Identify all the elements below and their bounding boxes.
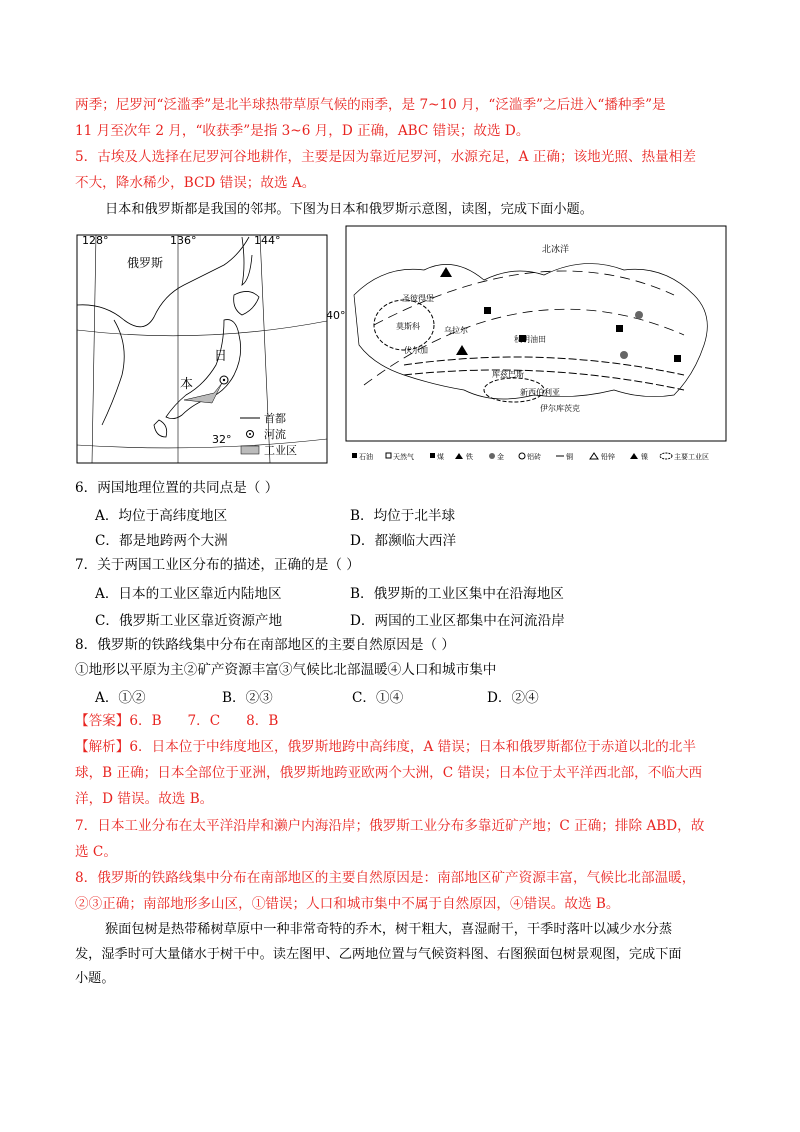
- japan-char-2: 本: [180, 377, 194, 392]
- q8-sub: ①地形以平原为主②矿产资源丰富③气候比北部温暖④人口和城市集中: [75, 662, 497, 678]
- q8-option-c: C．①④: [352, 690, 404, 706]
- q7-option-d: D．两国的工业区都集中在河流沿岸: [350, 613, 565, 629]
- lon-label-144: 144°: [254, 234, 281, 247]
- legend-copper: 铜: [566, 453, 573, 461]
- answer-text: 6．B 7．C 8．B: [129, 713, 279, 729]
- intro-line-4: 不大，降水稀少，BCD 错误；故选 A。: [75, 175, 316, 191]
- analysis-line-3: 洋，D 错误。故选 B。: [75, 791, 214, 807]
- q8-option-a: A．①②: [95, 690, 146, 706]
- q8-option-d: D．②④: [487, 690, 539, 706]
- ocean-label: 北冰洋: [542, 245, 570, 255]
- legend-coal: 煤: [437, 453, 444, 461]
- q7-option-a: A．日本的工业区靠近内陆地区: [95, 586, 282, 602]
- japan-char-1: 日: [214, 349, 228, 364]
- next-stem-line-1: 猴面包树是热带稀树草原中一种非常奇特的乔木，树干粗大，喜湿耐干，干季时落叶以减少水分蒸: [105, 922, 673, 937]
- q7-option-b: B．俄罗斯的工业区集中在沿海地区: [350, 586, 564, 602]
- q6-stem: 6．两国地理位置的共同点是（ ）: [75, 480, 279, 496]
- q6-option-b: B．均位于北半球: [350, 508, 456, 524]
- q6-option-a: A．均位于高纬度地区: [95, 508, 228, 524]
- analysis-line-4: 7．日本工业分布在太平洋沿岸和濑户内海沿岸；俄罗斯工业分布多靠近矿产地；C 正确；排除 ABD，故: [75, 818, 705, 834]
- place-tyumen: 秋明油田: [514, 335, 546, 344]
- q7-stem: 7．关于两国工业区分布的描述，正确的是（ ）: [75, 557, 360, 573]
- answer-line: [75, 712, 278, 730]
- legend-industry-zone: 主要工业区: [674, 453, 709, 461]
- lon-label-128: 128°: [82, 234, 109, 247]
- q8-stem: 8．俄罗斯的铁路线集中分布在南部地区的主要自然原因是（ ）: [75, 637, 455, 653]
- q8-option-b: B．②③: [222, 690, 273, 706]
- place-stpetersburg: 圣彼得堡: [402, 294, 434, 303]
- place-kuzbass: 库兹巴斯: [492, 370, 524, 379]
- analysis-tag: 【解析】: [75, 739, 130, 755]
- intro-line-3: 5．古埃及人选择在尼罗河谷地耕作，主要是因为靠近尼罗河，水源充足，A 正确；该地光照、热量相差: [75, 149, 696, 165]
- place-ural: 乌拉尔: [444, 326, 468, 335]
- lon-label-136: 136°: [170, 234, 197, 247]
- japan-map: [74, 225, 330, 465]
- russia-label: 俄罗斯: [127, 256, 164, 270]
- analysis-line-2: 球，B 正确；日本全部位于亚洲，俄罗斯地跨亚欧两个大洲，C 错误；日本位于太平洋西北部，不临大西: [75, 765, 703, 781]
- legend-iron: 铁: [466, 453, 473, 461]
- legend-oil: 石油: [359, 453, 373, 461]
- intro-line-2: 11 月至次年 2 月，“收获季”是指 3~6 月，D 正确，ABC 错误；故选 D。: [75, 123, 530, 139]
- intro-line-1: 两季；尼罗河“泛滥季”是北半球热带草原气候的雨季，是 7~10 月，“泛滥季”之后进入“播种季”是: [75, 97, 666, 113]
- legend-lead-zinc: 铅锌: [601, 453, 615, 461]
- analysis-text-1: 6．日本位于中纬度地区，俄罗斯地跨中高纬度，A 错误；日本和俄罗斯都位于赤道以北的北半: [129, 739, 696, 755]
- legend-capital: 首都: [264, 412, 286, 425]
- legend-nickel: 镍: [641, 453, 648, 461]
- place-moscow: 莫斯科: [396, 322, 420, 331]
- q7-option-c: C．俄罗斯工业区靠近资源产地: [95, 613, 283, 629]
- place-volga: 伏尔加: [404, 346, 428, 355]
- q6-option-c: C．都是地跨两个大洲: [95, 533, 228, 549]
- answer-tag: 【答案】: [75, 713, 130, 729]
- legend-gold: 金: [497, 453, 504, 461]
- lat-label-40: 40°: [326, 309, 346, 322]
- next-stem-line-3: 小题。: [75, 971, 115, 986]
- question-stem: 日本和俄罗斯都是我国的邻邦。下图为日本和俄罗斯示意图，读图，完成下面小题。: [105, 202, 593, 217]
- analysis-line-5: 选 C。: [75, 844, 117, 860]
- legend-river: 河流: [264, 428, 286, 441]
- q6-option-d: D．都濒临大西洋: [350, 533, 457, 549]
- legend-gas: 天然气: [393, 453, 414, 461]
- russia-map: [344, 225, 728, 467]
- legend-industry: 工业区: [264, 444, 297, 457]
- legend-alumina: 铝砖: [527, 453, 541, 461]
- place-novosibirsk: 新西伯利亚: [520, 388, 560, 397]
- place-irkutsk: 伊尔库茨克: [540, 404, 580, 413]
- analysis-line-1: [75, 738, 696, 756]
- analysis-line-7: ②③正确；南部地形多山区，①错误；人口和城市集中不属于自然原因，④错误。故选 B。: [75, 896, 620, 912]
- analysis-line-6: 8．俄罗斯的铁路线集中分布在南部地区的主要自然原因是：南部地区矿产资源丰富，气候比北部温暖，: [75, 870, 696, 886]
- lat-label-32: 32°: [212, 433, 232, 446]
- next-stem-line-2: 发，湿季时可大量储水于树干中。读左图甲、乙两地位置与气候资料图、右图猴面包树景观图，完成下面: [75, 947, 682, 962]
